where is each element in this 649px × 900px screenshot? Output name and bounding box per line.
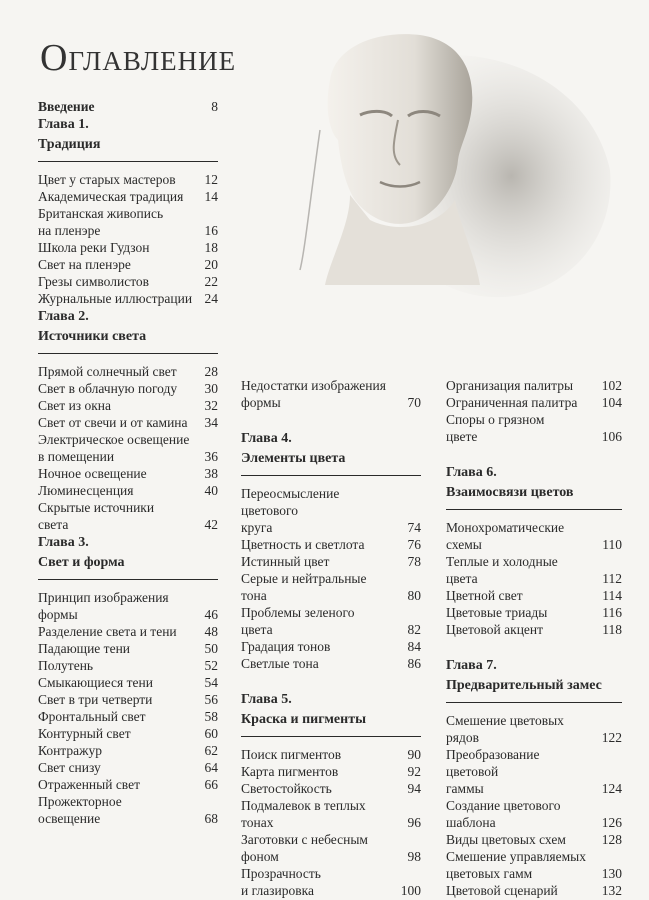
toc-entry-page: 98: [407, 849, 421, 864]
toc-entry-title: Цветность и светлота: [241, 537, 365, 552]
toc-column-middle: [241, 377, 421, 899]
toc-entry-title: Недостатки изображения формы: [241, 378, 386, 410]
toc-entry-title: Контражур: [38, 743, 102, 758]
toc-entry-page: 22: [204, 274, 218, 289]
toc-entry-title: Истинный цвет: [241, 554, 330, 569]
toc-entry-title: Принцип изображения формы: [38, 590, 169, 622]
toc-entry: [38, 414, 218, 431]
toc-entry: [446, 377, 622, 394]
chapter-heading: [241, 690, 421, 737]
toc-entry-page: 66: [204, 777, 218, 792]
toc-entry: [446, 797, 622, 831]
toc-entry: [241, 797, 421, 831]
toc-entry-title: Полутень: [38, 658, 94, 673]
toc-entry: [38, 691, 218, 708]
toc-entry-page: 38: [204, 466, 218, 481]
toc-entry-page: 18: [204, 240, 218, 255]
toc-entry: [38, 759, 218, 776]
toc-entry-title: Градация тонов: [241, 639, 331, 654]
toc-entry-title: Отраженный свет: [38, 777, 140, 792]
intro-page: 8: [211, 99, 218, 114]
chapter-number: Глава 3.: [38, 535, 89, 550]
toc-column-left: [38, 98, 218, 827]
toc-entry-page: 56: [204, 692, 218, 707]
toc-entry-page: 106: [601, 429, 622, 444]
toc-entry-title: Электрическое освещение в помещении: [38, 432, 190, 464]
toc-entry-title: Прожекторное освещение: [38, 794, 122, 826]
toc-entry-page: 64: [204, 760, 218, 775]
toc-entry: [241, 655, 421, 672]
toc-entry: [38, 640, 218, 657]
toc-entry: [446, 411, 622, 445]
toc-entry-title: Контурный свет: [38, 726, 131, 741]
toc-entry-page: 46: [204, 607, 218, 622]
toc-entry-page: 78: [407, 554, 421, 569]
toc-entry: [241, 780, 421, 797]
toc-entry-title: Свет от свечи и от камина: [38, 415, 188, 430]
toc-entry-page: 70: [407, 395, 421, 410]
toc-entry: [38, 589, 218, 623]
toc-entry: [38, 188, 218, 205]
toc-entry-page: 132: [601, 883, 622, 898]
toc-entry-page: 58: [204, 709, 218, 724]
toc-entry-title: Споры о грязном цвете: [446, 412, 545, 444]
toc-entry-title: Смешение управляемых цветовых гамм: [446, 849, 586, 881]
toc-entry-title: Падающие тени: [38, 641, 131, 656]
toc-entry-page: 24: [204, 291, 218, 306]
toc-entry-title: Ограниченная палитра: [446, 395, 578, 410]
toc-entry-page: 126: [601, 815, 622, 830]
toc-entry: [241, 638, 421, 655]
toc-entry: [38, 499, 218, 533]
toc-entry: [38, 363, 218, 380]
toc-entry-page: 102: [601, 378, 622, 393]
toc-entry: [38, 465, 218, 482]
toc-entry: [241, 746, 421, 763]
toc-entry-title: Создание цветового шаблона: [446, 798, 561, 830]
toc-entry-page: 114: [602, 588, 622, 603]
toc-entry-page: 54: [204, 675, 218, 690]
page-title: Оглавление: [40, 37, 237, 79]
toc-entry: [241, 377, 421, 411]
toc-entry-page: 40: [204, 483, 218, 498]
chapter-name: Традиция: [38, 135, 218, 162]
chapter-name: Свет и форма: [38, 553, 218, 580]
toc-entry-title: Смешение цветовых рядов: [446, 713, 564, 745]
toc-entry-title: Грезы символистов: [38, 274, 150, 289]
toc-entry-title: Британская живопись на пленэре: [38, 206, 164, 238]
toc-entry-page: 110: [602, 537, 622, 552]
chapter-heading: [446, 656, 622, 703]
toc-entry-title: Свет в облачную погоду: [38, 381, 178, 396]
chapter-name: Предварительный замес: [446, 676, 622, 703]
toc-entry: [241, 536, 421, 553]
toc-entry-page: 32: [204, 398, 218, 413]
chapter-number: Глава 1.: [38, 117, 89, 132]
toc-entry-page: 118: [602, 622, 622, 637]
toc-entry: [241, 485, 421, 536]
toc-entry-title: Академическая традиция: [38, 189, 184, 204]
toc-entry-page: 16: [204, 223, 218, 238]
toc-entry-title: Люминесценция: [38, 483, 134, 498]
toc-entry-title: Школа реки Гудзон: [38, 240, 150, 255]
toc-entry: [38, 725, 218, 742]
toc-entry-title: Скрытые источники света: [38, 500, 155, 532]
toc-entry-page: 60: [204, 726, 218, 741]
toc-entry: [38, 708, 218, 725]
toc-column-right: [446, 377, 622, 899]
toc-entry-title: Преобразование цветовой гаммы: [446, 747, 540, 796]
toc-entry-page: 92: [407, 764, 421, 779]
toc-entry: [446, 519, 622, 553]
toc-entry: [38, 397, 218, 414]
toc-entry-page: 52: [204, 658, 218, 673]
chapter-heading: [241, 429, 421, 476]
toc-entry-title: Заготовки с небесным фоном: [241, 832, 368, 864]
toc-entry-title: Журнальные иллюстрации: [38, 291, 193, 306]
chapter-number: Глава 5.: [241, 692, 292, 707]
toc-entry-page: 36: [204, 449, 218, 464]
toc-entry: [446, 831, 622, 848]
toc-entry: [38, 273, 218, 290]
chapter-number: Глава 2.: [38, 309, 89, 324]
toc-entry-page: 84: [407, 639, 421, 654]
toc-entry-title: Фронтальный свет: [38, 709, 146, 724]
toc-entry-title: Цветной свет: [446, 588, 523, 603]
toc-entry-title: Прозрачность и глазировка: [241, 866, 321, 898]
toc-entry: [38, 623, 218, 640]
toc-entry: [38, 205, 218, 239]
toc-entry-page: 90: [407, 747, 421, 762]
toc-entry-page: 100: [400, 883, 421, 898]
toc-entry-page: 50: [204, 641, 218, 656]
toc-entry: [241, 865, 421, 899]
toc-entry: [38, 380, 218, 397]
toc-entry: [446, 621, 622, 638]
toc-entry-page: 34: [204, 415, 218, 430]
chapter-name: Взаимосвязи цветов: [446, 483, 622, 510]
toc-entry-page: 86: [407, 656, 421, 671]
toc-entry-page: 14: [204, 189, 218, 204]
toc-entry: [38, 742, 218, 759]
toc-entry-page: 130: [601, 866, 622, 881]
toc-entry-title: Виды цветовых схем: [446, 832, 566, 847]
toc-entry-title: Смыкающиеся тени: [38, 675, 153, 690]
toc-entry-title: Светлые тона: [241, 656, 319, 671]
toc-entry-page: 122: [601, 730, 622, 745]
toc-entry: [38, 793, 218, 827]
toc-entry: [38, 171, 218, 188]
toc-entry-page: 30: [204, 381, 218, 396]
chapter-number: Глава 6.: [446, 465, 497, 480]
toc-entry: [446, 746, 622, 797]
toc-entry-title: Организация палитры: [446, 378, 574, 393]
toc-entry: [38, 674, 218, 691]
toc-entry-title: Поиск пигментов: [241, 747, 342, 762]
toc-entry-title: Цвет у старых мастеров: [38, 172, 176, 187]
chapter-name: Источники света: [38, 327, 218, 354]
chapter-name: Элементы цвета: [241, 449, 421, 476]
toc-entry: [241, 553, 421, 570]
toc-entry: [38, 776, 218, 793]
toc-entry: [446, 848, 622, 882]
toc-entry: [446, 587, 622, 604]
intro-row: [38, 98, 218, 115]
toc-entry-page: 68: [204, 811, 218, 826]
toc-entry: [38, 256, 218, 273]
toc-entry-page: 80: [407, 588, 421, 603]
chapter-heading: [38, 307, 218, 354]
toc-entry-title: Свет снизу: [38, 760, 101, 775]
toc-entry-page: 12: [204, 172, 218, 187]
toc-entry-title: Разделение света и тени: [38, 624, 177, 639]
toc-entry-page: 62: [204, 743, 218, 758]
toc-entry: [241, 831, 421, 865]
toc-entry: [38, 657, 218, 674]
chapter-number: Глава 4.: [241, 431, 292, 446]
toc-entry-page: 124: [601, 781, 622, 796]
toc-entry-page: 104: [601, 395, 622, 410]
toc-entry-page: 82: [407, 622, 421, 637]
toc-entry-page: 42: [204, 517, 218, 532]
toc-entry-title: Прямой солнечный свет: [38, 364, 177, 379]
intro-label: Введение: [38, 99, 95, 114]
toc-entry: [446, 394, 622, 411]
toc-entry: [241, 570, 421, 604]
toc-entry-title: Цветовой акцент: [446, 622, 544, 637]
toc-entry-page: 96: [407, 815, 421, 830]
toc-entry: [38, 431, 218, 465]
chapter-number: Глава 7.: [446, 658, 497, 673]
toc-entry-title: Цветовой сценарий: [446, 883, 558, 898]
toc-entry-title: Серые и нейтральные тона: [241, 571, 367, 603]
toc-entry: [446, 882, 622, 899]
sculpture-bust-image: [290, 20, 620, 320]
toc-entry-page: 74: [407, 520, 421, 535]
toc-entry: [38, 239, 218, 256]
toc-entry-page: 28: [204, 364, 218, 379]
toc-entry: [446, 553, 622, 587]
toc-entry-title: Переосмысление цветового круга: [241, 486, 340, 535]
toc-entry-title: Проблемы зеленого цвета: [241, 605, 355, 637]
toc-entry-title: Цветовые триады: [446, 605, 548, 620]
toc-entry-title: Свет на пленэре: [38, 257, 131, 272]
toc-entry-page: 116: [602, 605, 622, 620]
chapter-name: Краска и пигменты: [241, 710, 421, 737]
toc-entry: [38, 290, 218, 307]
toc-entry-title: Светостойкость: [241, 781, 332, 796]
toc-entry-title: Монохроматические схемы: [446, 520, 565, 552]
toc-entry: [446, 712, 622, 746]
chapter-heading: [446, 463, 622, 510]
toc-entry-title: Карта пигментов: [241, 764, 339, 779]
toc-entry-page: 112: [602, 571, 622, 586]
toc-entry: [38, 482, 218, 499]
toc-entry-page: 48: [204, 624, 218, 639]
toc-entry: [241, 763, 421, 780]
toc-entry-page: 76: [407, 537, 421, 552]
toc-entry-page: 20: [204, 257, 218, 272]
toc-entry-title: Свет из окна: [38, 398, 112, 413]
toc-entry-title: Ночное освещение: [38, 466, 147, 481]
chapter-heading: [38, 533, 218, 580]
toc-entry-title: Свет в три четверти: [38, 692, 153, 707]
toc-entry-page: 128: [601, 832, 622, 847]
toc-entry-title: Теплые и холодные цвета: [446, 554, 558, 586]
toc-entry-page: 94: [407, 781, 421, 796]
toc-entry: [241, 604, 421, 638]
toc-entry-title: Подмалевок в теплых тонах: [241, 798, 366, 830]
chapter-heading: [38, 115, 218, 162]
toc-entry: [446, 604, 622, 621]
